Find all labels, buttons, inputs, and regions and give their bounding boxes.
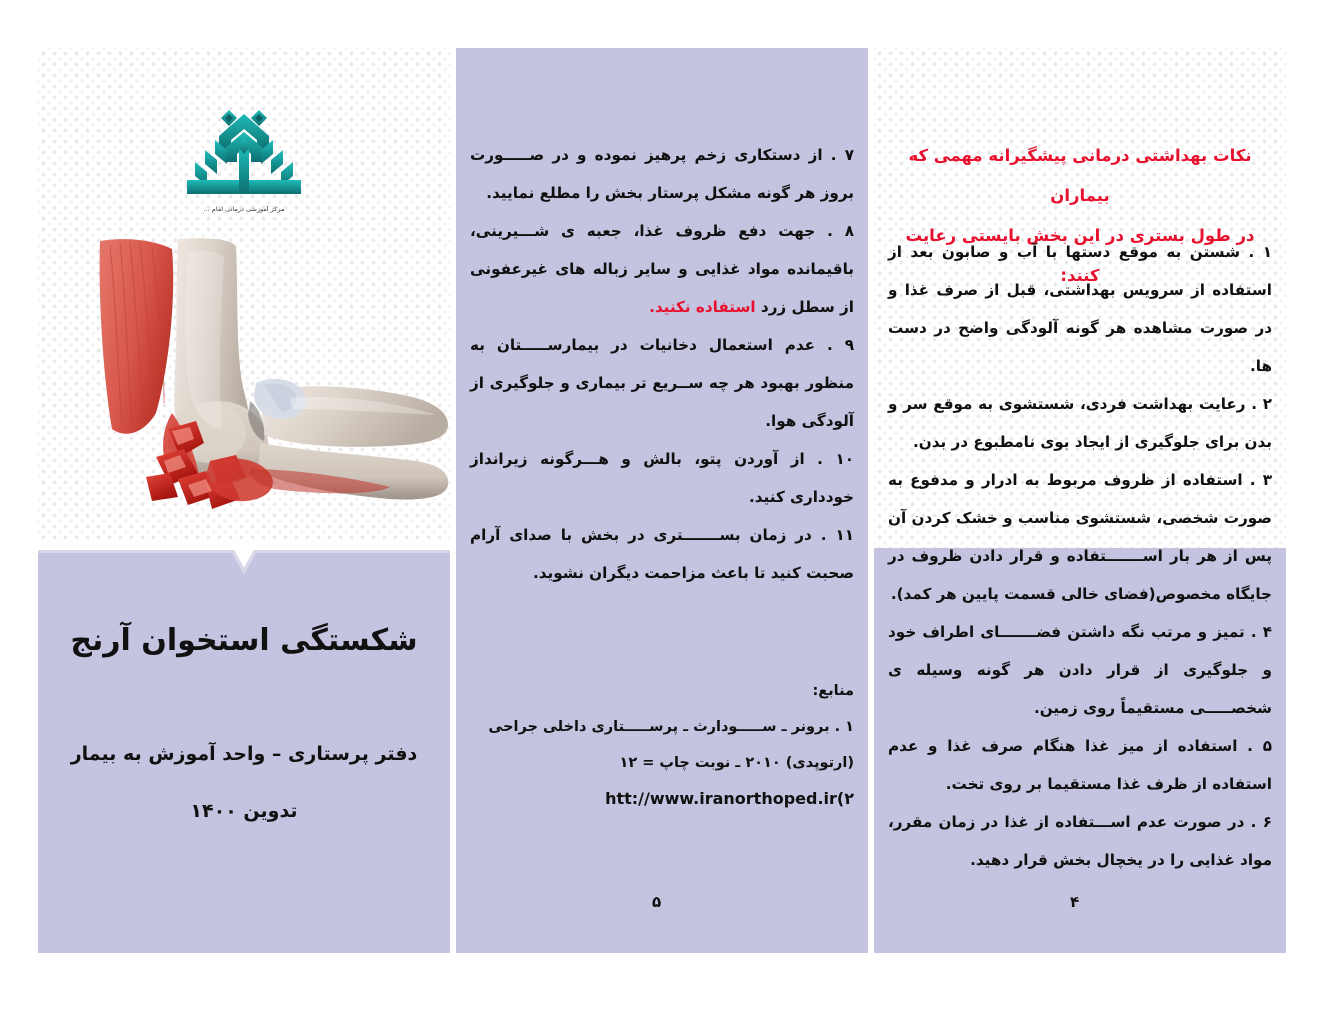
- reference-item-1: ۱ . برونر ـ ســـــودارث ـ پرســـــتاری داخلی جراحی (ارتوپدی) ۲۰۱۰ ـ نوبت چاپ = ۱۲: [488, 719, 854, 771]
- cover-subtitle-department: دفتر پرستاری – واحد آموزش به بیمار: [70, 743, 418, 765]
- hygiene-tips-list: [888, 233, 1272, 879]
- list-item: ۵ . استفاده از میز غذا هنگام صرف غذا و عدم استفاده از ظرف غذا مستقیما بر روی تخت.: [888, 737, 1272, 793]
- list-item: ۷ . از دستکاری زخم پرهیز نموده و در صـــــورت بروز هر گونه مشکل پرستار بخش را مطلع نمایید.: [470, 146, 854, 202]
- cover-subtitle-year: تدوین ۱۴۰۰: [190, 800, 298, 822]
- list-item: ۱ . شستن به موقع دستها با آب و صابون بعد از استفاده از سرویس بهداشتی، قبل از صرف غذا و در صورت مشاهده هر گونه آلودگی واضح در دست ها.: [888, 243, 1272, 375]
- warning-text: استفاده نکنید.: [649, 298, 756, 316]
- list-item: ۳ . استفاده از ظروف مربوط به ادرار و مدفوع به صورت شخصی، شستشوی مناسب و خشک کردن آن پس از هر بار اســـــــتفاده و قرار دادن ظروف در جایگاه مخصوص(فضای خالی قسمت پایین هر کمد).: [888, 471, 1272, 603]
- cover-panel: [38, 48, 450, 953]
- right-column-page-4: [874, 48, 1286, 953]
- references-label: منابع:: [812, 683, 854, 699]
- hospital-logo: [38, 106, 450, 213]
- references-section: [470, 673, 854, 817]
- list-item: ۲ . رعایت بهداشت فردی، شستشوی به موقع سر و بدن برای جلوگیری از ایجاد بوی نامطبوع در بدن.: [888, 395, 1272, 451]
- page-number: ۴: [1070, 893, 1080, 911]
- list-item: ۸ . جهت دفع ظروف غذا، جعبه ی شـــیرینی، باقیمانده مواد غذایی و سایر زباله های غیرعفونی از سطل زرد استفاده نکنید.: [470, 222, 854, 316]
- reference-item-2-url[interactable]: htt://www.iranorthoped.ir(۲: [605, 789, 854, 808]
- list-item: ۴ . تمیز و مرتب نگه داشتن فضـــــــای اطراف خود و جلوگیری از قرار دادن هر گونه وسیله ی شخصـــــی مستقیماً روی زمین.: [888, 623, 1272, 717]
- middle-column-page-5: [456, 48, 868, 953]
- geometric-hospital-logo-icon: [173, 106, 315, 202]
- fractured-elbow-anatomy-illustration: [60, 233, 450, 533]
- list-item: ۱۱ . در زمان بســـــــتری در بخش با صدای آرام صحبت کنید تا باعث مزاحمت دیگران نشوید.: [470, 526, 854, 582]
- page-title: شکستگی استخوان آرنج: [70, 623, 418, 658]
- list-item: ۶ . در صورت عدم اســـتفاده از غذا در زمان مقرر، مواد غذایی را در یخچال بخش قرار دهید.: [888, 813, 1272, 869]
- section-heading-line-1: نکات بهداشتی درمانی پیشگیرانه مهمی که بیماران: [908, 146, 1252, 205]
- logo-caption: مرکز آموزشی درمانی امام ...: [203, 205, 285, 213]
- page-number: ۵: [652, 893, 662, 911]
- list-item: ۹ . عدم استعمال دخانیات در بیمارســـــتان به منظور بهبود هر چه ســریع تر بیماری و جلوگیری از آلودگی هوا.: [470, 336, 854, 430]
- list-item: ۱۰ . از آوردن پتو، بالش و هـــرگونه زیرانداز خودداری کنید.: [470, 450, 854, 506]
- hygiene-tips-list-continued: [470, 136, 854, 592]
- section-heading-line-2: در طول بستری در این بخش بایستی رعایت کنند:: [905, 226, 1255, 285]
